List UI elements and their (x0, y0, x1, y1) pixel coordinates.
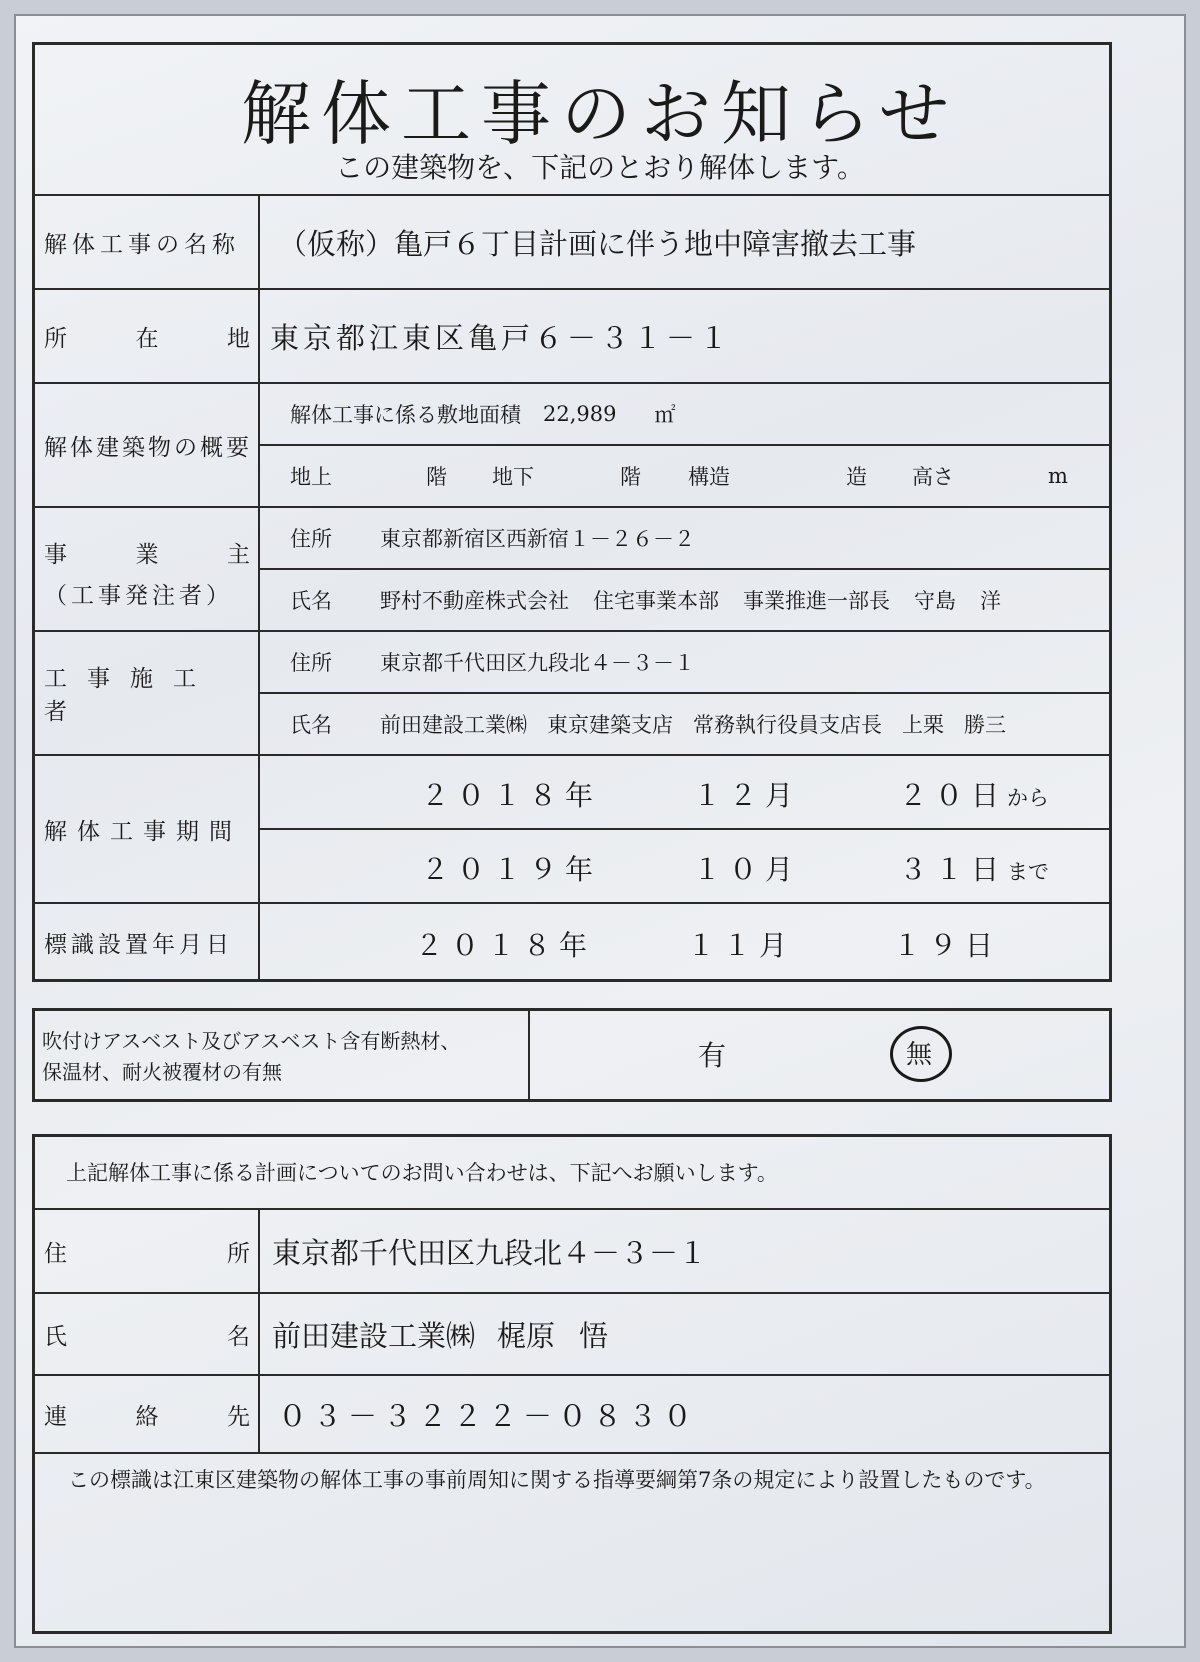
label-inquiry-address: 住 所 (44, 1240, 250, 1267)
label-demolition-name: 解体工事の名称 (44, 231, 240, 258)
notice-title: 解体工事のお知らせ (241, 73, 959, 155)
notice-board (14, 14, 1186, 1648)
site-area-unit: ㎡ (654, 403, 676, 427)
notice-subtitle: この建築物を、下記のとおり解体します。 (335, 151, 865, 184)
owner-address: 住所 東京都新宿区西新宿１－２６－２ (290, 527, 695, 551)
asbestos-yes: 有 (698, 1039, 727, 1072)
inquiry-name: 前田建設工業㈱ 梶原 悟 (272, 1318, 609, 1353)
inquiry-address: 東京都千代田区九段北４－３－１ (272, 1235, 708, 1270)
label-inquiry-contact: 連 絡 先 (44, 1403, 250, 1430)
location-value: 東京都江東区亀戸６－３１－１ (270, 320, 733, 355)
period-start: ２０１８年 １２月 ２０日 から (421, 779, 1049, 812)
inquiry-intro: 上記解体工事に係る計画についてのお問い合わせは、下記へお願いします。 (66, 1161, 778, 1185)
building-floors: 地上 階 地下 階 構造 造 高さ m (290, 464, 1068, 489)
site-area-value: 22,989 (543, 402, 617, 426)
asbestos-no: 無 (906, 1040, 933, 1070)
contractor-address: 住所 東京都千代田区九段北４－３－１ (290, 651, 695, 675)
asbestos-label: 吹付けアスベスト及びアスベスト含有断熱材、 保温材、耐火被覆材の有無 (42, 1029, 461, 1084)
label-contractor: 工事施工者 (44, 666, 216, 725)
label-demolition-period: 解体工事期間 (44, 818, 242, 845)
owner-name: 氏名 野村不動産株式会社 住宅事業本部 事業推進一部長 守島 洋 (290, 589, 1001, 613)
period-end: ２０１９年 １０月 ３１日 まで (421, 853, 1049, 886)
label-building-overview: 解体建築物の概要 (44, 434, 252, 461)
label-owner: 事 業 主 （工事発注者） (44, 542, 250, 609)
label-sign-posted-date: 標識設置年月日 (44, 931, 233, 958)
inquiry-footer-note: この標識は江東区建築物の解体工事の事前周知に関する指導要綱第7条の規定により設置したものです。 (68, 1468, 1046, 1492)
label-location: 所 在 地 (44, 325, 250, 352)
site-area-label: 解体工事に係る敷地面積 (290, 403, 521, 427)
demolition-name-value: （仮称）亀戸６丁目計画に伴う地中障害撤去工事 (278, 226, 917, 261)
contractor-name: 氏名 前田建設工業㈱ 東京建築支店 常務執行役員支店長 上栗 勝三 (290, 713, 1006, 737)
sign-posted-date: ２０１８年 １１月 １９日 (415, 929, 1002, 962)
inquiry-phone: ０３－３２２２－０８３０ (278, 1398, 699, 1433)
label-inquiry-name: 氏 名 (44, 1323, 250, 1350)
site-area (290, 384, 1090, 444)
